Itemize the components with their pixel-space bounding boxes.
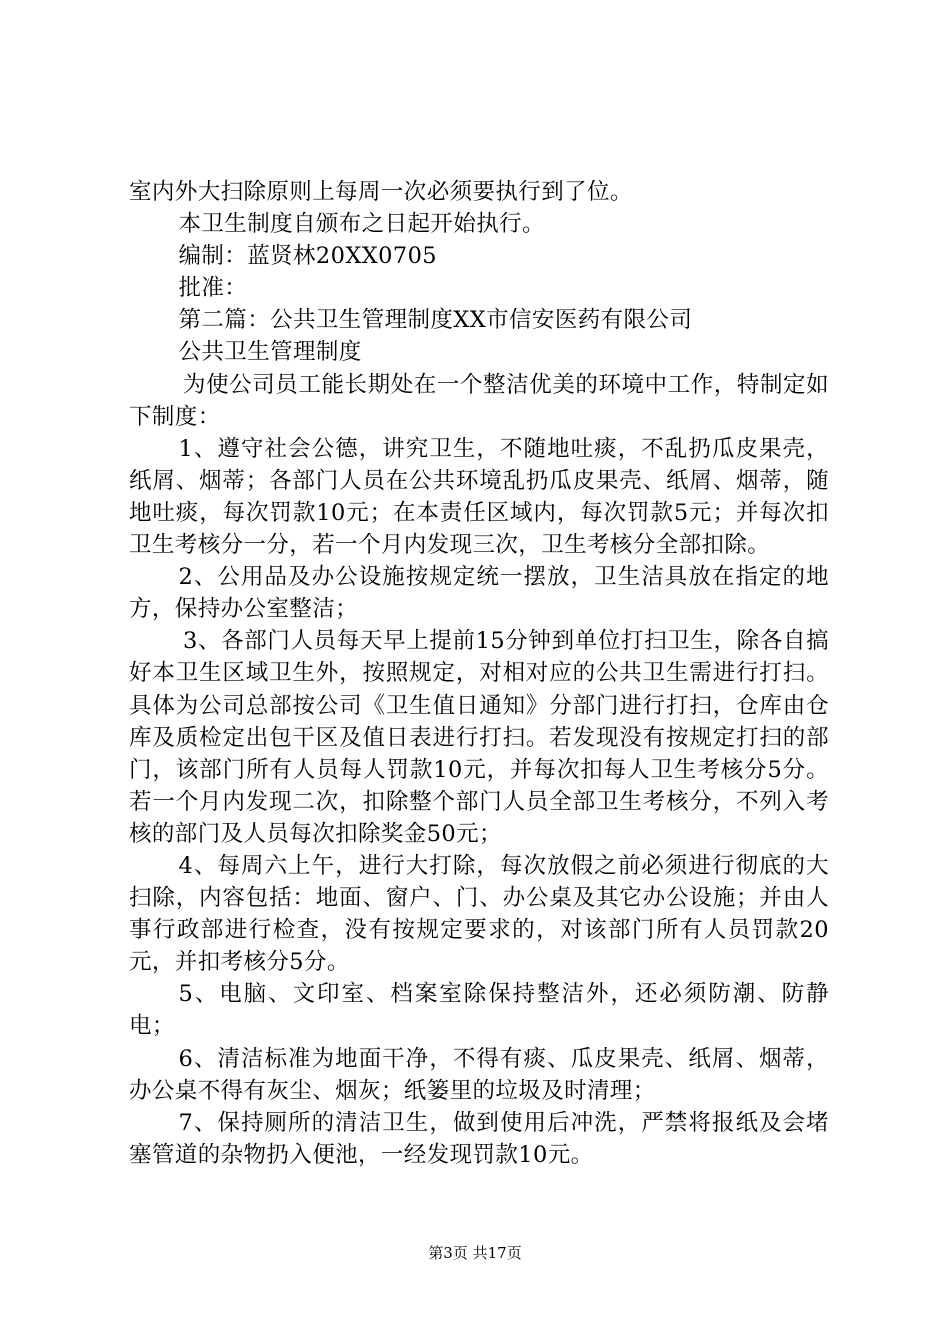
paragraph: 室内外大扫除原则上每周一次必须要执行到了位。 [129,179,633,205]
paragraph: 编制：蓝贤林20XX0705 [178,243,438,270]
rule-item-2: 2、公用品及办公设施按规定统一摆放，卫生洁具放在指定的地方，保持办公室整洁； [129,564,829,623]
section-subheading: 公共卫生管理制度 [178,339,362,366]
section-heading: 第二篇：公共卫生管理制度XX市信安医药有限公司 [178,307,693,334]
page-number-footer: 第3页 共17页 [428,1244,522,1262]
paragraph: 本卫生制度自颁布之日起开始执行。 [178,211,545,238]
rule-item-4: 4、每周六上午，进行大打除，每次放假之前必须进行彻底的大扫除，内容包括：地面、窗户、门、办公桌及其它办公设施；并由人事行政部进行检查，没有按规定要求的，对该部门所有人员罚款20元，并扣考核分5分。 [129,852,829,976]
rule-item-6: 6、清洁标准为地面干净，不得有痰、瓜皮果壳、纸屑、烟蒂，办公桌不得有灰尘、烟灰；纸篓里的垃圾及时清理； [129,1045,829,1104]
paragraph: 批准： [178,275,248,302]
rule-item-3: 3、各部门人员每天早上提前15分钟到单位打扫卫生，除各自搞好本卫生区域卫生外，按照规定，对相对应的公共卫生需进行打扫。具体为公司总部按公司《卫生值日通知》分部门进行打扫，仓库由仓库及质检定出包干区及值日表进行打扫。若发现没有按规定打扫的部门，该部门所有人员每人罚款10元，并每次扣每人卫生考核分5分。若一个月内发现二次，扣除整个部门人员全部卫生考核分，不列入考核的部门及人员每次扣除奖金50元； [129,628,829,847]
rule-item-1: 1、遵守社会公德，讲究卫生，不随地吐痰，不乱扔瓜皮果壳，纸屑、烟蒂；各部门人员在公共环境乱扔瓜皮果壳、纸屑、烟蒂，随地吐痰，每次罚款10元；在本责任区域内，每次罚款5元；并每次扣卫生考核分一分，若一个月内发现三次，卫生考核分全部扣除。 [129,435,829,559]
paragraph: 为使公司员工能长期处在一个整洁优美的环境中工作，特制定如下制度： [129,371,829,430]
document-body [129,176,829,1171]
rule-item-7: 7、保持厕所的清洁卫生，做到使用后冲洗，严禁将报纸及会堵塞管道的杂物扔入便池，一经发现罚款10元。 [129,1109,829,1168]
rule-item-5: 5、电脑、文印室、档案室除保持整洁外，还必须防潮、防静电； [129,981,829,1040]
